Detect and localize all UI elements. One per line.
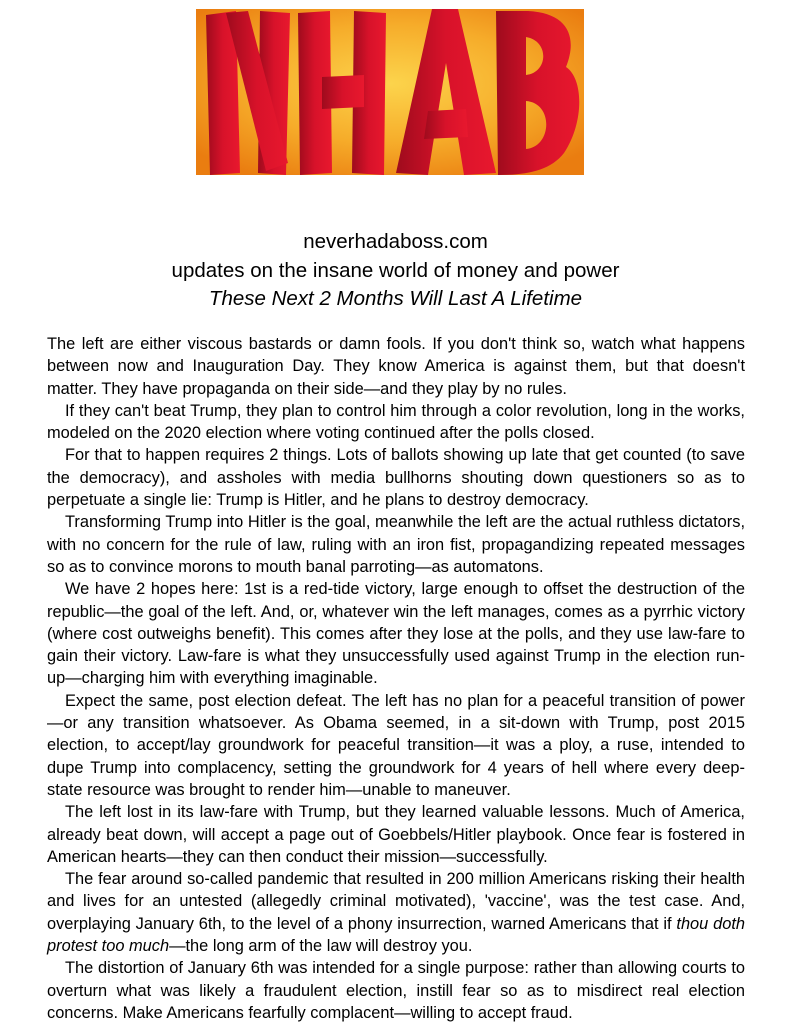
article-title: These Next 2 Months Will Last A Lifetime <box>208 287 583 310</box>
article-body <box>47 333 745 1024</box>
paragraph-8-text-start: The fear around so-called pandemic that resulted in 200 million Americans risking their health and lives for an untested (allegedly criminal motivated), 'vaccine', was the test case. And, overplaying January 6th, to the level of a phony insurrection, warned Americans that if <box>47 870 745 933</box>
paragraph-1: The left are either viscous bastards or damn fools. If you don't think so, watch what happens between now and Inauguration Day. They know America is against them, but that doesn't matter. They have propaganda on their side—and they play by no rules. <box>47 335 745 398</box>
page-header <box>0 228 791 314</box>
paragraph-3: For that to happen requires 2 things. Lots of ballots showing up late that get counted (to save the democracy), and assholes with media bullhorns shouting down questioners so as to perpetuate a single lie: Trump is Hitler, and he plans to destroy democracy. <box>47 446 745 510</box>
paragraph-8-italic-phrase: thou doth protest too much <box>47 914 745 956</box>
site-name: neverhadaboss.com <box>303 230 488 253</box>
site-tagline: updates on the insane world of money and power <box>171 258 620 282</box>
paragraph-9: The distortion of January 6th was intended for a single purpose: rather than allowing courts to overturn what was likely a fraudulent election, instill fear so as to misdirect real election concerns. Make Americans fearfully complacent—willing to accept fraud. <box>47 959 745 1022</box>
paragraph-5: We have 2 hopes here: 1st is a red-tide victory, large enough to offset the destruction of the republic—the goal of the left. And, or, whatever win the left manages, comes as a pyrrhic victory (where cost outweighs benefit). This comes after they lose at the polls, and they use law-fare to gain their victory. Law-fare is what they unsuccessfully used against Trump in the election run-up—charging him with everything imaginable. <box>47 580 745 688</box>
paragraph-7: The left lost in its law-fare with Trump, but they learned valuable lessons. Much of America, already beat down, will accept a page out of Goebbels/Hitler playbook. Once fear is fostered in American hearts—they can then conduct their mission—successfully. <box>47 803 745 866</box>
nhab-logo-graphic <box>196 3 584 179</box>
paragraph-2: If they can't beat Trump, they plan to control him through a color revolution, long in the works, modeled on the 2020 election where voting continued after the polls closed. <box>47 401 745 443</box>
paragraph-6: Expect the same, post election defeat. The left has no plan for a peaceful transition of power—or any transition whatsoever. As Obama seemed, in a sit-down with Trump, post 2015 election, to accept/lay groundwork for peaceful transition—it was a ploy, a ruse, intended to dupe Trump into complacency, setting the groundwork for 4 years of hell where every deep-state resource was brought to render him—unable to maneuver. <box>47 691 745 799</box>
paragraph-8 <box>47 868 745 957</box>
site-logo <box>196 3 584 179</box>
paragraph-8-text-end: —the long arm of the law will destroy you. <box>169 937 473 956</box>
paragraph-4: Transforming Trump into Hitler is the goal, meanwhile the left are the actual ruthless dictators, with no concern for the rule of law, ruling with an iron fist, propagandizing repeated messages so as to convince morons to mouth banal parroting—as automatons. <box>47 513 745 576</box>
